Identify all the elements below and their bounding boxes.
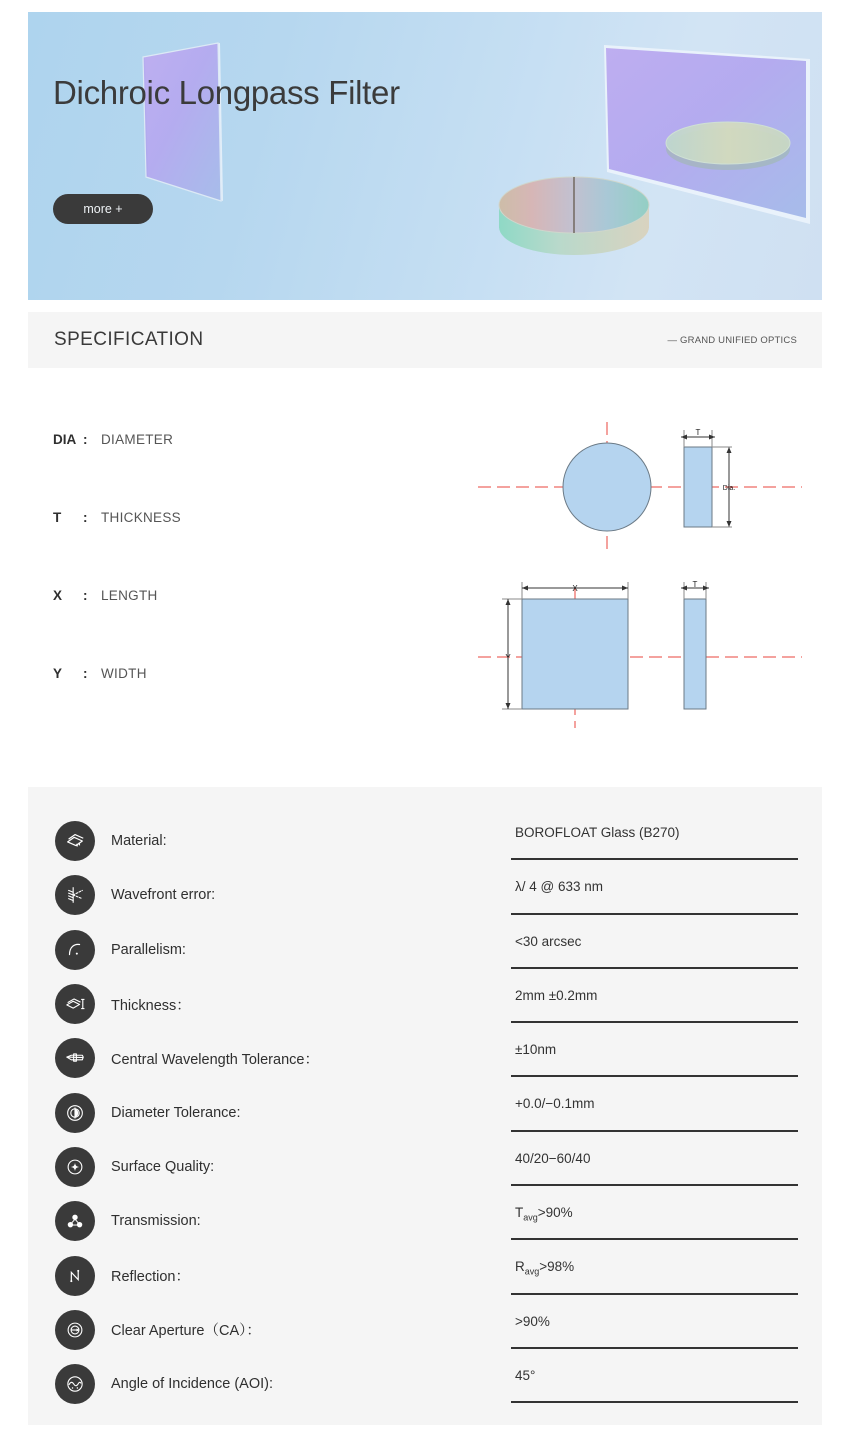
table-row <box>55 814 795 868</box>
table-row <box>55 977 795 1031</box>
callout-length: X <box>572 584 578 593</box>
legend-key: X <box>53 588 63 603</box>
legend-value: DIAMETER <box>101 432 174 447</box>
spec-value: >90% <box>515 1313 550 1329</box>
legend-row <box>53 432 383 510</box>
legend-value: WIDTH <box>101 666 147 681</box>
spec-label: Thickness： <box>111 997 191 1014</box>
specification-header-bar <box>28 312 822 368</box>
aperture-arrow-icon <box>55 1310 95 1350</box>
spec-value-cell <box>511 814 798 868</box>
circle-drawing <box>478 422 802 552</box>
value-underline <box>511 913 798 915</box>
legend-colon: : <box>83 432 88 447</box>
value-underline <box>511 1075 798 1077</box>
legend-colon: : <box>83 666 88 681</box>
table-row <box>55 1248 795 1302</box>
sparkle-surface-icon <box>55 1147 95 1187</box>
table-row <box>55 1031 795 1085</box>
wavefront-rays-icon <box>55 875 95 915</box>
legend-key: T <box>53 510 62 525</box>
value-underline <box>511 967 798 969</box>
dimension-legend <box>53 432 383 744</box>
spec-label: Material: <box>111 833 167 850</box>
spec-value: BOROFLOAT Glass (B270) <box>515 825 680 840</box>
spec-value-cell <box>511 1085 798 1139</box>
spec-label: Wavefront error: <box>111 887 216 904</box>
reflection-path-icon <box>55 1256 95 1296</box>
spec-value-cell <box>511 1357 798 1411</box>
callout-thickness-rect: T <box>692 580 698 589</box>
callout-width: Y <box>505 653 511 662</box>
spec-value-cell <box>511 1140 798 1194</box>
spec-value: 45° <box>515 1367 536 1383</box>
layer-thickness-icon <box>55 984 95 1024</box>
brand-label: — GRAND UNIFIED OPTICS <box>667 334 797 346</box>
table-row <box>55 1357 795 1411</box>
product-illustration <box>28 12 822 300</box>
spec-label: Diameter Tolerance: <box>111 1104 241 1121</box>
spec-value: 40/20−60/40 <box>515 1150 591 1166</box>
more-button[interactable]: more + <box>53 194 153 224</box>
spec-value-cell <box>511 1248 798 1302</box>
legend-colon: : <box>83 588 88 603</box>
value-underline <box>511 1021 798 1023</box>
spec-value-cell <box>511 1303 798 1357</box>
spec-value: 2mm ±0.2mm <box>515 987 598 1003</box>
value-underline <box>511 1130 798 1132</box>
technical-drawings <box>470 390 810 740</box>
value-underline <box>511 858 798 860</box>
value-underline <box>511 1347 798 1349</box>
specification-list <box>55 814 795 1411</box>
value-underline <box>511 1238 798 1240</box>
specification-title: SPECIFICATION <box>54 329 204 350</box>
spec-value-cell <box>511 868 798 922</box>
spec-label: Surface Quality: <box>111 1158 215 1175</box>
molecule-icon <box>55 1201 95 1241</box>
spec-value-cell <box>511 923 798 977</box>
table-row <box>55 868 795 922</box>
spec-label: Clear Aperture（CA）： <box>111 1323 261 1340</box>
value-underline <box>511 1184 798 1186</box>
spec-label: Parallelism: <box>111 941 186 958</box>
legend-row <box>53 588 383 666</box>
spec-label: Central Wavelength Tolerance： <box>111 1051 319 1068</box>
spec-value: $T_{avg}>90\%$ <box>515 1205 573 1223</box>
page-title: Dichroic Longpass Filter <box>53 74 400 111</box>
legend-value: LENGTH <box>101 588 158 603</box>
angle-arc-icon <box>55 930 95 970</box>
rectangle-drawing <box>478 582 802 728</box>
spec-label: Reflection： <box>111 1269 190 1286</box>
table-row <box>55 1194 795 1248</box>
spec-value: +0.0/−0.1mm <box>515 1096 595 1112</box>
spec-value: ±10nm <box>515 1042 557 1058</box>
callout-diameter: Dia. <box>722 485 736 492</box>
legend-colon: : <box>83 510 88 525</box>
spec-value-cell <box>511 977 798 1031</box>
caliper-icon <box>55 1038 95 1078</box>
value-underline <box>511 1401 798 1403</box>
spec-value: λ/ 4 @ 633 nm <box>515 879 603 895</box>
table-row <box>55 923 795 977</box>
layers-stack-icon <box>55 821 95 861</box>
spec-value-cell <box>511 1031 798 1085</box>
legend-key: DIA <box>53 432 77 447</box>
table-row <box>55 1085 795 1139</box>
table-row <box>55 1303 795 1357</box>
projected-spot <box>666 122 790 170</box>
wave-circle-icon <box>55 1364 95 1404</box>
specification-panel <box>28 787 822 1425</box>
legend-row <box>53 510 383 588</box>
diameter-circle-icon <box>55 1093 95 1133</box>
filter-disc <box>499 177 649 255</box>
legend-key: Y <box>53 666 63 681</box>
legend-value: THICKNESS <box>101 510 181 525</box>
spec-label: Angle of Incidence (AOI): <box>111 1376 273 1393</box>
legend-row <box>53 666 383 744</box>
spec-value: <30 arcsec <box>515 933 582 949</box>
value-underline <box>511 1293 798 1295</box>
dichroic-plate-main <box>146 45 346 222</box>
callout-thickness-circle: T <box>695 428 701 437</box>
table-row <box>55 1140 795 1194</box>
spec-label: Transmission: <box>111 1213 201 1230</box>
spec-value: $R_{avg}>98\%$ <box>515 1259 575 1278</box>
spec-value-cell <box>511 1194 798 1248</box>
hero-banner <box>28 12 822 300</box>
